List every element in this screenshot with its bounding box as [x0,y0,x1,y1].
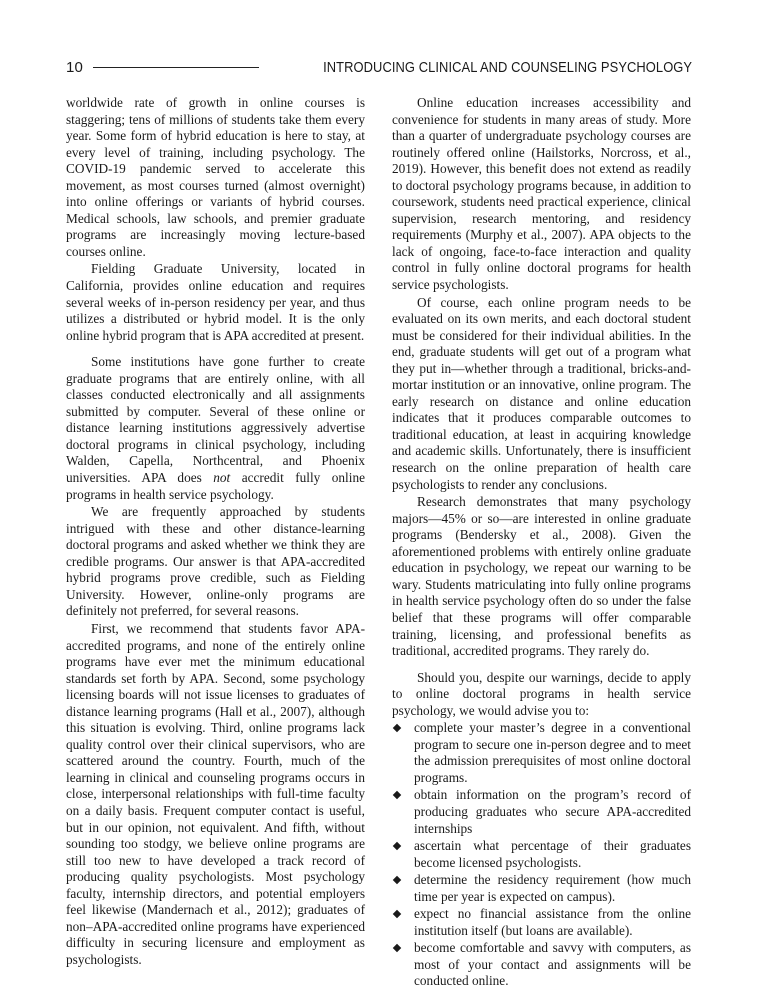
diamond-bullet-icon [393,876,401,884]
list-item-text: obtain information on the program’s record of producing graduates who secure APA-accredited internships [414,787,691,836]
list-item [392,940,691,990]
list-item [392,838,691,871]
list-item-text: ascertain what percentage of their graduates become licensed psychologists. [414,838,691,870]
paragraph-text: accredit fully online programs in health service psychology. [66,470,365,502]
paragraph: worldwide rate of growth in online courses is staggering; tens of millions of students take them every year. Some form of hybrid education is here to stay, at every level of training, including psychology. The COVID-19 pandemic served to accelerate this movement, as most courses turned (almost overnight) into online offerings or variants of hybrid courses. Medical schools, law schools, and premier graduate programs are increasingly moving lecture-based courses online. [66,95,365,259]
paragraph-text: Some institutions have gone further to create graduate programs that are entirely online, with all classes conducted electronically and all assignments submitted by computer. Several of these online or distance learning institutions aggressively advertise doctoral programs in clinical psychology, including Walden, Capella, Northcentral, and Phoenix universities. APA does [66,354,365,486]
diamond-bullet-icon [393,724,401,732]
paragraph [66,354,365,503]
header-rule [93,67,259,68]
paragraph: Should you, despite our warnings, decide to apply to online doctoral programs in health service psychology, we would advise you to: [392,669,691,718]
diamond-bullet-icon [393,791,401,799]
diamond-bullet-icon [393,842,401,850]
paragraph: Online education increases accessibility and convenience for students in many areas of study. More than a quarter of undergraduate psychology courses are routinely offered online (Hailstorks, Norcross, et al., 2019). However, this benefit does not extend as readily to doctoral psychology programs because, in addition to coursework, students need practical experience, clinical supervision, research mentoring, and residency requirements (Murphy et al., 2007). APA objects to the lack of ongoing, face-to-face interaction and quality control in fully online doctoral programs for health service psychologists. [392,95,691,293]
list-item [392,720,691,786]
list-item-text: complete your master’s degree in a conventional program to secure one in-person degree and to meet the admission prerequisites of most online doctoral programs. [414,720,691,785]
running-title: INTRODUCING CLINICAL AND COUNSELING PSYCHOLOGY [322,58,692,76]
paragraph: First, we recommend that students favor APA-accredited programs, and none of the entirely online programs have ever met the minimum educational standards set forth by APA. Second, some psychology licensing boards will not issue licenses to graduates of distance learning programs (Hall et al., 2007), although this situation is evolving. Third, online programs lack quality control over their clinical supervisors, who are scattered around the country. Fourth, much of the learning in clinical and counseling programs occurs in close, interpersonal relationships with full-time faculty on a daily basis. Frequent computer contact is useful, but in our opinion, not equivalent. And fifth, without sounding too stodgy, we believe online programs are still too new to have developed a track record of producing quality psychologists. Most psychology faculty, internship directors, and potential employers feel likewise (Mandernach et al., 2012); graduates of non–APA-accredited online programs have experienced difficulty in securing licensure and employment as psychologists. [66,620,365,967]
list-item-text: expect no financial assistance from the online institution itself (but loans are available). [414,906,691,938]
list-item-text: become comfortable and savvy with computers, as most of your contact and assignments will be conducted online. [414,940,691,989]
emphasis: not [213,470,231,486]
left-column [66,95,365,969]
list-item [392,906,691,939]
list-item [392,787,691,837]
diamond-bullet-icon [393,910,401,918]
right-column [392,95,691,991]
diamond-bullet-icon [393,944,401,952]
running-header [66,56,692,78]
list-item-text: determine the residency requirement (how much time per year is expected on campus). [414,872,691,904]
page-number: 10 [66,58,83,76]
paragraph: Research demonstrates that many psychology majors—45% or so—are interested in online graduate programs (Bendersky et al., 2008). Given the aforementioned problems with entirely online graduate education in psychology, we repeat our warning to be wary. Students matriculating into fully online programs in health service psychology often do so under the false belief that these programs will offer comparable training, licensing, and professional benefits as traditional, accredited programs. They rarely do. [392,494,691,659]
advice-list [392,720,691,990]
paragraph: Fielding Graduate University, located in California, provides online education and requires several weeks of in-person residency per year, and thus utilizes a distributed or hybrid model. It is the only online hybrid program that is APA accredited at present. [66,261,365,343]
list-item [392,872,691,905]
paragraph: We are frequently approached by students intrigued with these and other distance-learning doctoral programs and asked whether we think they are credible programs. Our answer is that APA-accredited hybrid programs prove credible, such as Fielding University. However, online-only programs are definitely not preferred, for several reasons. [66,504,365,619]
paragraph: Of course, each online program needs to be evaluated on its own merits, and each doctoral student must be considered for their individual abilities. In the end, graduate students will get out of a program what they put in—whether through a traditional, bricks-and-mortar institution or an innovative, online program. The early research on distance and online education indicates that it produces comparable outcomes to traditional education, at least in acquiring knowledge and academic skills. Unfortunately, there is insufficient research on the online preparation of health care psychologists to render any conclusions. [392,294,691,492]
